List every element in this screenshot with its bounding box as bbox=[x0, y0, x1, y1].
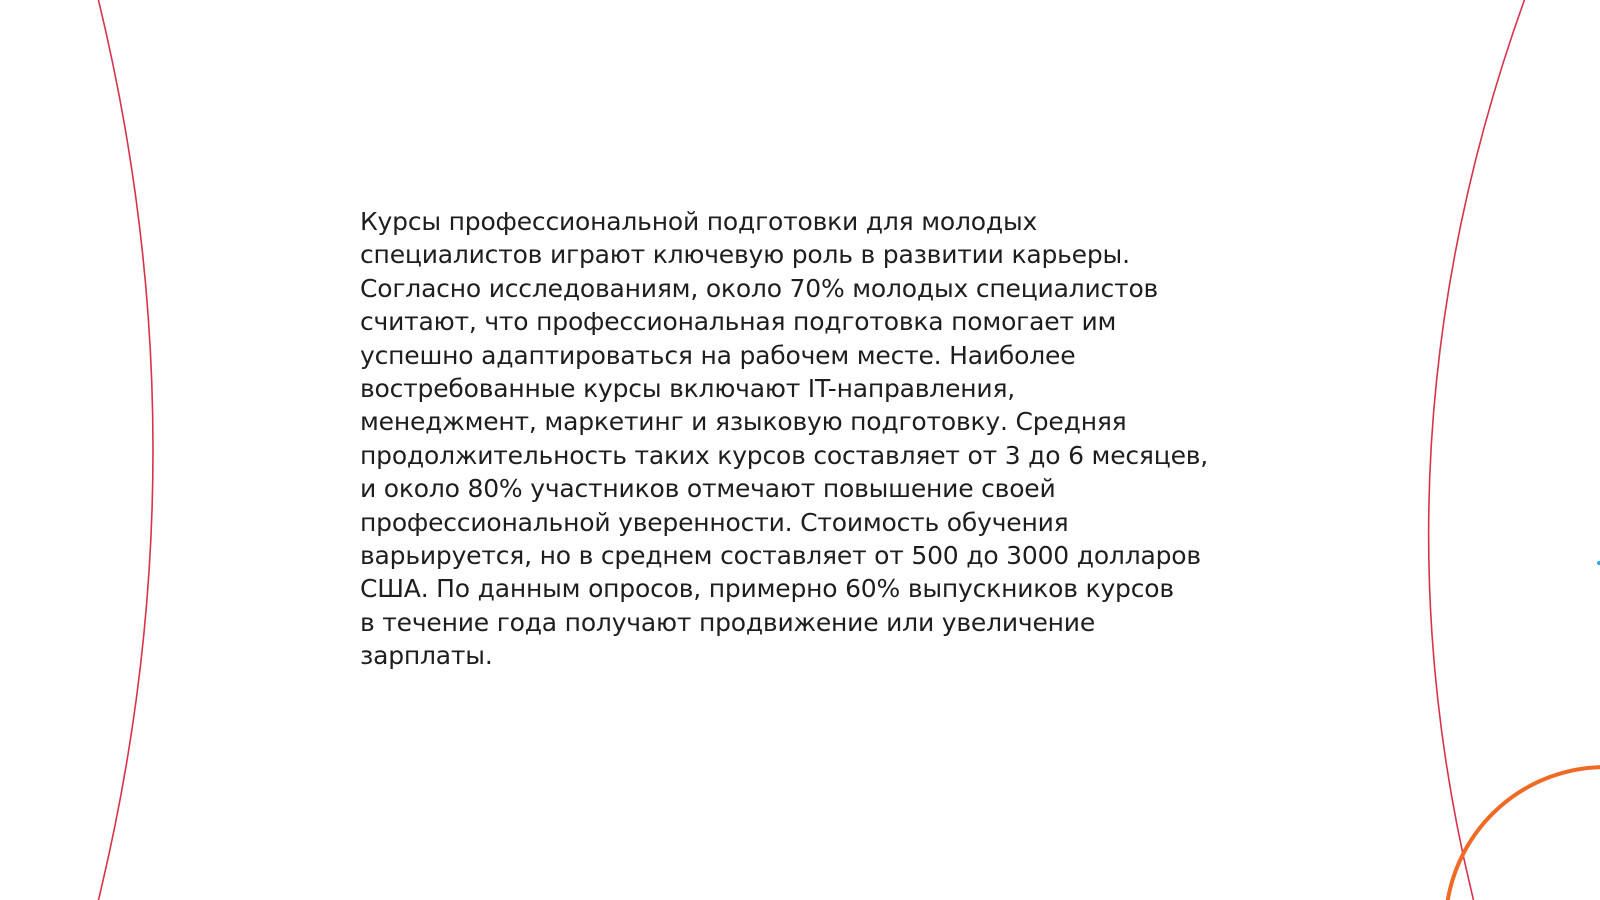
body-line: продолжительность таких курсов составляет от 3 до 6 месяцев, bbox=[360, 440, 1209, 470]
body-paragraph bbox=[360, 205, 1240, 673]
body-line: варьируется, но в среднем составляет от 500 до 3000 долларов bbox=[360, 541, 1201, 571]
body-line: в течение года получают продвижение или увеличение bbox=[360, 607, 1096, 637]
right-curve-line bbox=[1429, 0, 1528, 900]
body-line: Курсы профессиональной подготовки для молодых bbox=[360, 207, 1038, 236]
body-line: и около 80% участников отмечают повышение своей bbox=[360, 474, 1056, 504]
body-line: успешно адаптироваться на рабочем месте. Наиболее bbox=[360, 340, 1076, 370]
body-line: профессиональной уверенности. Стоимость обучения bbox=[360, 507, 1069, 537]
orange-arc bbox=[1447, 767, 1600, 900]
body-line: востребованные курсы включают IT-направления, bbox=[360, 374, 1016, 404]
left-curve-line bbox=[96, 0, 153, 900]
body-line: США. По данным опросов, примерно 60% выпускников курсов bbox=[360, 574, 1174, 604]
body-line: Согласно исследованиям, около 70% молодых специалистов bbox=[360, 273, 1159, 303]
body-line: считают, что профессиональная подготовка помогает им bbox=[360, 307, 1117, 337]
body-line: зарплаты. bbox=[360, 641, 493, 671]
body-line: специалистов играют ключевую роль в развитии карьеры. bbox=[360, 240, 1130, 270]
body-line: менеджмент, маркетинг и языковую подготовку. Средняя bbox=[360, 407, 1127, 437]
